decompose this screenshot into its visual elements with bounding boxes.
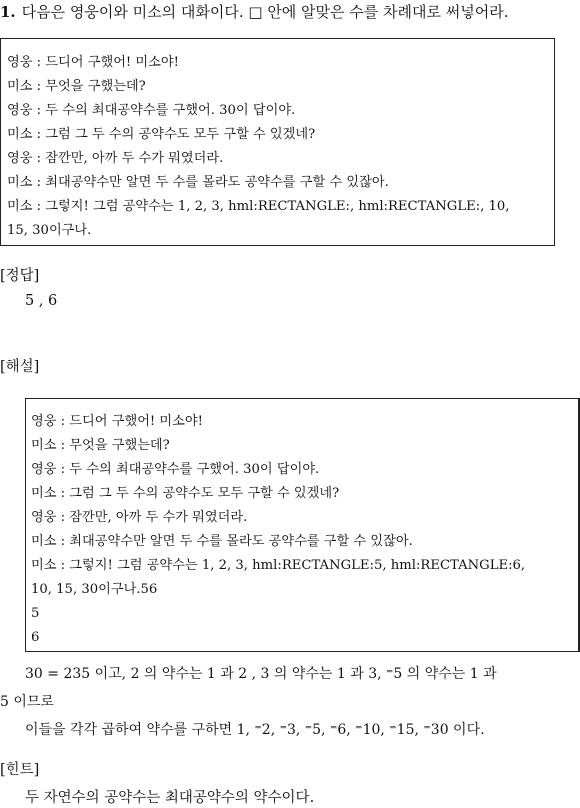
- hint-label: [힌트]: [0, 762, 40, 778]
- explanation-box: [25, 398, 580, 652]
- answer-value: 5 , 6: [25, 293, 58, 309]
- explanation-box-line: 10, 15, 30이구나.56: [31, 582, 158, 597]
- explanation-box-line: 영웅 : 두 수의 최대공약수를 구했어. 30이 답이야.: [31, 462, 320, 477]
- explanation-line: 이들을 각각 곱하여 약수를 구하면 1, ⁼2, ⁼3, ⁼5, ⁼6, ⁼10, ⁼15, ⁼30 이다.: [25, 722, 485, 738]
- explanation-label: [해설]: [0, 359, 40, 375]
- explanation-box-line: 미소 : 최대공약수만 알면 두 수를 몰라도 공약수를 구할 수 있잖아.: [31, 534, 413, 549]
- question-text: 다음은 영웅이와 미소의 대화이다. □ 안에 알맞은 수를 차례대로 써넣어라.: [21, 3, 509, 21]
- explanation-box-line: 미소 : 무엇을 구했는데?: [31, 438, 170, 453]
- dialogue-line: 15, 30이구나.: [7, 223, 92, 238]
- explanation-line: 30 = 235 이고, 2 의 약수는 1 과 2 , 3 의 약수는 1 과 3, ⁼5 의 약수는 1 과: [25, 666, 497, 682]
- explanation-box-line: 6: [31, 630, 40, 645]
- hint-text: 두 자연수의 공약수는 최대공약수의 약수이다.: [25, 790, 315, 806]
- explanation-text: [0, 660, 580, 744]
- dialogue-line: 영웅 : 두 수의 최대공약수를 구했어. 30이 답이야.: [7, 103, 296, 118]
- dialogue-line: 미소 : 그럼 그 두 수의 공약수도 모두 구할 수 있겠네?: [7, 127, 316, 142]
- dialogue-line: 미소 : 그렇지! 그럼 공약수는 1, 2, 3, hml:RECTANGLE:, hml:RECTANGLE:, 10,: [7, 199, 510, 214]
- explanation-box-line: 영웅 : 드디어 구했어! 미소야!: [31, 414, 203, 429]
- explanation-box-line: 미소 : 그렇지! 그럼 공약수는 1, 2, 3, hml:RECTANGLE:5, hml:RECTANGLE:6,: [31, 558, 526, 573]
- question-title: [0, 2, 580, 22]
- explanation-box-line: 5: [31, 606, 40, 621]
- dialogue-line: 미소 : 최대공약수만 알면 두 수를 몰라도 공약수를 구할 수 있잖아.: [7, 175, 389, 190]
- dialogue-line: 영웅 : 드디어 구했어! 미소야!: [7, 55, 179, 70]
- dialogue-box: [0, 38, 555, 246]
- explanation-line: 5 이므로: [0, 694, 54, 710]
- explanation-box-line: 영웅 : 잠깐만, 아까 두 수가 뭐였더라.: [31, 510, 248, 525]
- explanation-box-line: 미소 : 그럼 그 두 수의 공약수도 모두 구할 수 있겠네?: [31, 486, 340, 501]
- question-number: 1.: [0, 3, 16, 21]
- answer-label: [정답]: [0, 268, 40, 284]
- dialogue-line: 영웅 : 잠깐만, 아까 두 수가 뭐였더라.: [7, 151, 224, 166]
- dialogue-line: 미소 : 무엇을 구했는데?: [7, 79, 146, 94]
